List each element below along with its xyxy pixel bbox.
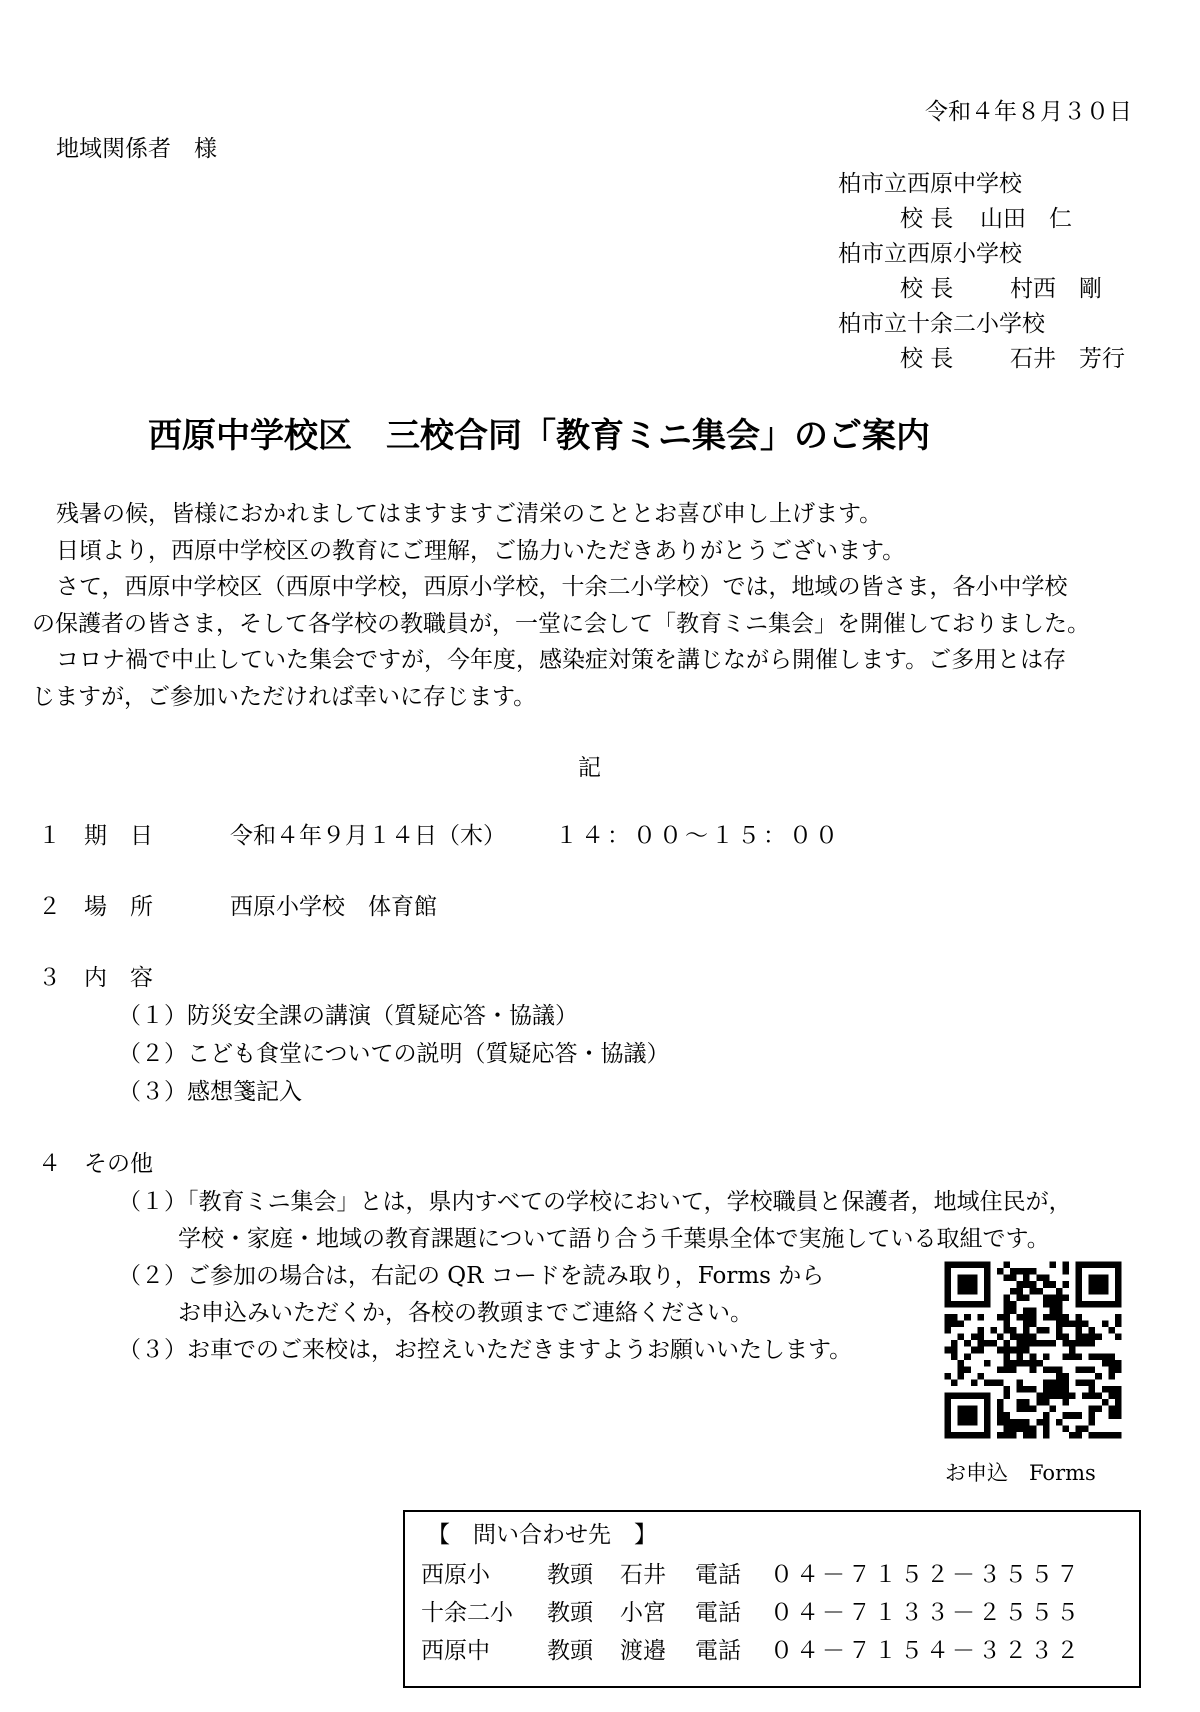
sender-role-2: 校 長 bbox=[900, 276, 954, 302]
content-item-1: （１）防災安全課の講演（質疑応答・協議） bbox=[118, 1003, 578, 1029]
contact-tel[interactable]: ０４－７１５４－３２３２ bbox=[770, 1638, 1082, 1664]
sender-name-2: 村西 剛 bbox=[1010, 276, 1102, 302]
contact-school: 西原中 bbox=[421, 1638, 490, 1664]
other-item-2b: お申込みいただくか，各校の教頭までご連絡ください。 bbox=[178, 1300, 753, 1326]
other-item-1a: （１）「教育ミニ集会」とは，県内すべての学校において，学校職員と保護者，地域住民が， bbox=[118, 1189, 1072, 1215]
sender-school-1: 柏市立西原中学校 bbox=[838, 171, 1022, 197]
contact-role: 教頭 bbox=[547, 1600, 593, 1626]
body-line-3: さて，西原中学校区（西原中学校，西原小学校，十余二小学校）では，地域の皆さま，各小中学校 bbox=[56, 574, 1068, 600]
contact-role: 教頭 bbox=[547, 1562, 593, 1588]
sender-school-2: 柏市立西原小学校 bbox=[838, 241, 1022, 267]
body-line-5: コロナ禍で中止していた集会ですが，今年度，感染症対策を講じながら開催します。ご多用とは存 bbox=[56, 647, 1067, 673]
recipient: 地域関係者 様 bbox=[56, 136, 217, 162]
contact-name: 石井 bbox=[620, 1562, 666, 1588]
sender-school-3: 柏市立十余二小学校 bbox=[838, 311, 1045, 337]
body-line-2: 日頃より，西原中学校区の教育にご理解，ご協力いただきありがとうございます。 bbox=[56, 538, 906, 564]
sender-name-3: 石井 芳行 bbox=[1010, 346, 1125, 372]
qr-caption: お申込 Forms bbox=[945, 1461, 1096, 1485]
body-line-4: の保護者の皆さま，そして各学校の教職員が，一堂に会して「教育ミニ集会」を開催しておりました。 bbox=[32, 611, 1090, 637]
contact-heading: 【 問い合わせ先 】 bbox=[427, 1522, 657, 1548]
body-line-1: 残暑の候，皆様におかれましてはますますご清栄のこととお喜び申し上げます。 bbox=[56, 501, 883, 527]
contact-name: 渡邉 bbox=[620, 1638, 666, 1664]
contact-tel-label: 電話 bbox=[695, 1638, 741, 1664]
item-date-value: 令和４年９月１４日（木） bbox=[230, 823, 506, 849]
contact-school: 西原小 bbox=[421, 1562, 490, 1588]
ki-marker: 記 bbox=[578, 755, 601, 781]
contact-tel[interactable]: ０４－７１３３－２５５５ bbox=[770, 1600, 1082, 1626]
content-item-3: （３）感想箋記入 bbox=[118, 1079, 302, 1105]
sender-role-1: 校 長 bbox=[900, 206, 954, 232]
sender-role-3: 校 長 bbox=[900, 346, 954, 372]
contact-role: 教頭 bbox=[547, 1638, 593, 1664]
contact-name: 小宮 bbox=[620, 1600, 666, 1626]
content-item-2: （２）こども食堂についての説明（質疑応答・協議） bbox=[118, 1041, 670, 1067]
contact-tel-label: 電話 bbox=[695, 1600, 741, 1626]
qr-code[interactable] bbox=[938, 1255, 1128, 1445]
sender-name-1: 山田 仁 bbox=[980, 206, 1072, 232]
contact-box bbox=[403, 1510, 1141, 1688]
contact-school: 十余二小 bbox=[421, 1600, 513, 1626]
contact-tel-label: 電話 bbox=[695, 1562, 741, 1588]
item-time-value: １４：００～１５：００ bbox=[555, 823, 841, 849]
item-date-label: １ 期 日 bbox=[38, 823, 153, 849]
item-content-label: ３ 内 容 bbox=[38, 965, 153, 991]
other-item-3: （３）お車でのご来校は，お控えいただきますようお願いいたします。 bbox=[118, 1337, 853, 1363]
item-other-label: ４ その他 bbox=[38, 1151, 153, 1177]
document-date: 令和４年８月３０日 bbox=[925, 99, 1132, 125]
other-item-1b: 学校・家庭・地域の教育課題について語り合う千葉県全体で実施している取組です。 bbox=[178, 1226, 1050, 1252]
body-line-6: じますが，ご参加いただければ幸いに存じます。 bbox=[32, 684, 537, 710]
document-title: 西原中学校区 三校合同「教育ミニ集会」のご案内 bbox=[148, 416, 930, 456]
other-item-2a: （２）ご参加の場合は，右記の QR コードを読み取り，Forms から bbox=[118, 1263, 825, 1289]
item-place-value: 西原小学校 体育館 bbox=[230, 894, 437, 920]
item-place-label: ２ 場 所 bbox=[38, 894, 153, 920]
contact-tel[interactable]: ０４－７１５２－３５５７ bbox=[770, 1562, 1082, 1588]
